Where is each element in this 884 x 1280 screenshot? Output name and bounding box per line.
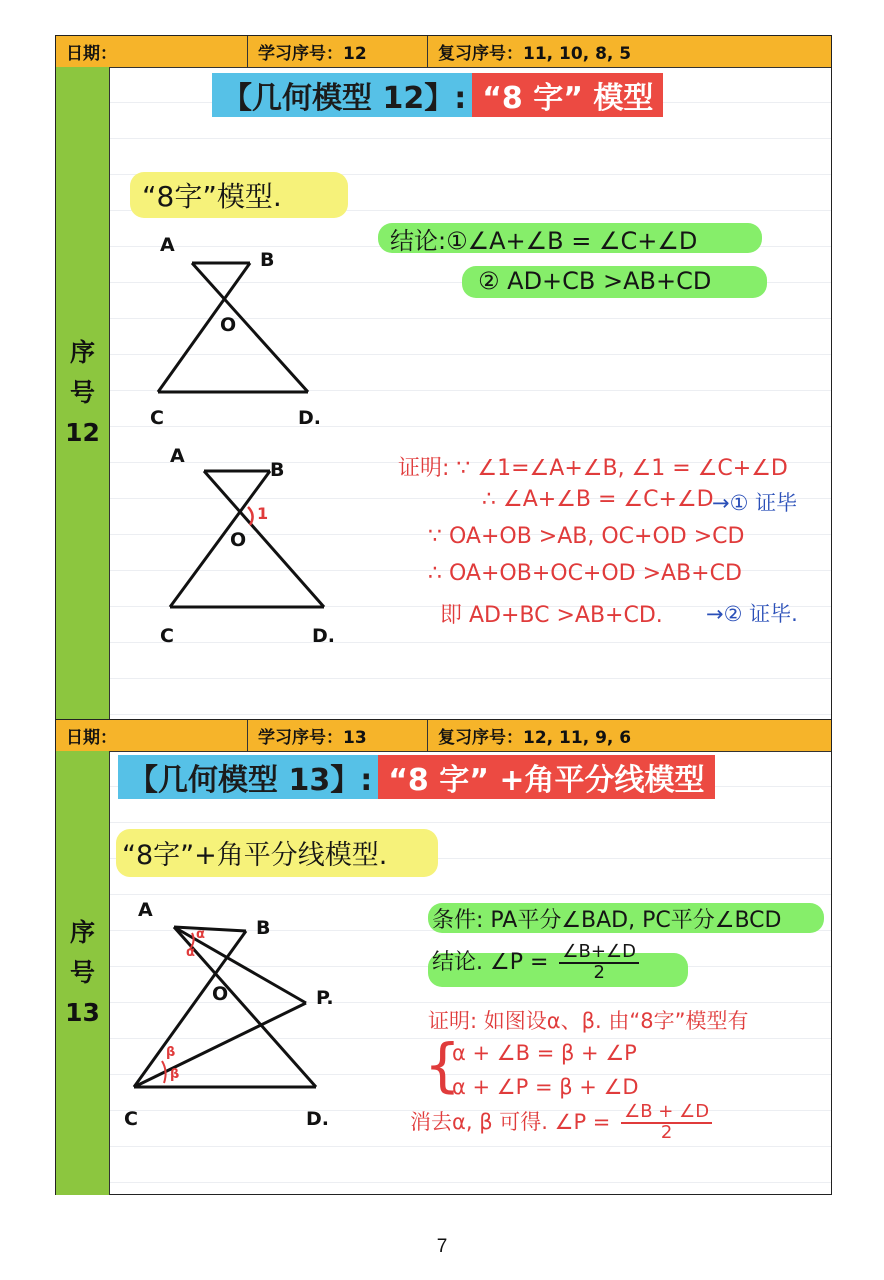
proof-line-3: α + ∠P = β + ∠D [452,1075,639,1099]
review-numbers: 复习序号：11, 10, 8, 5 [438,44,632,64]
figure-8-bisector [110,751,410,1151]
model-title-number: 【几何模型 13】: [118,755,378,799]
point-label-b: B [256,917,271,939]
header-bar [56,720,831,752]
point-label-a: A [138,899,153,921]
study-number: 学习序号：13 [248,720,428,751]
header-bar [56,36,831,68]
side-index [56,751,110,1195]
proof-note-2: →② 证毕. [706,602,798,626]
study-number: 学习序号：12 [248,36,428,67]
point-label-a: A [170,445,185,467]
brace: { [424,1031,461,1099]
figure-8-shape-angle [110,67,410,667]
proof-line-4-prefix: 消去α, β 可得. ∠P = [410,1109,611,1134]
point-label-p: P. [316,987,334,1009]
note-area [110,67,831,719]
handwritten-title: “8字”+角平分线模型. [122,840,388,871]
date-label: 日期： [56,720,248,751]
fraction-denominator: 2 [593,961,605,983]
point-label-b: B [260,249,275,271]
date-label: 日期： [56,36,248,67]
conclusion-prefix: 结论. ∠P = [432,949,549,975]
point-label-a: A [160,234,175,256]
model-title-name: “8 字” 模型 [472,73,663,117]
proof-fraction [621,1103,712,1143]
page-number: 7 [436,1236,448,1257]
note-area [110,751,831,1195]
point-label-o: O [212,983,229,1005]
side-char: 12 [65,418,100,447]
proof-line-2: ∴ ∠A+∠B = ∠C+∠D [482,487,714,512]
proof-note-1: →① 证毕 [712,491,798,515]
proof-line-1: 证明: 如图设α、β. 由“8字”模型有 [428,1009,749,1033]
beta-label: β [166,1045,176,1060]
section-model-12 [56,36,831,719]
handwritten-title: “8字”模型. [142,180,282,213]
conclusion-line-2: ② AD+CB >AB+CD [478,267,712,295]
side-char: 13 [65,998,100,1027]
beta-label: β [170,1067,180,1082]
alpha-label: α [186,945,195,960]
point-label-b: B [270,459,285,481]
section-model-13 [56,719,831,1195]
proof-line-4: ∴ OA+OB+OC+OD >AB+CD [428,561,742,586]
segment-AD [204,471,324,607]
point-label-o: O [230,529,247,551]
side-char: 号 [69,958,95,987]
fraction-numerator: ∠B+∠D [559,943,639,964]
point-label-c: C [124,1108,138,1130]
proof-line-1: 证明: ∵ ∠1=∠A+∠B, ∠1 = ∠C+∠D [398,456,788,481]
fraction-numerator: ∠B + ∠D [621,1103,712,1124]
proof-line-4 [410,1103,712,1143]
fraction-denominator: 2 [660,1121,673,1143]
side-index [56,67,110,719]
point-label-c: C [160,625,174,647]
side-char: 号 [69,378,95,407]
model-title-name: “8 字” +角平分线模型 [378,755,714,799]
conclusion-line [432,943,639,983]
point-label-o: O [220,314,237,336]
condition-line: 条件: PA平分∠BAD, PC平分∠BCD [432,908,782,933]
proof-line-5: 即 AD+BC >AB+CD. [440,603,663,628]
point-label-d: D. [306,1108,329,1130]
conclusion-fraction [559,943,639,983]
proof-line-3: ∵ OA+OB >AB, OC+OD >CD [428,524,745,549]
segment-AB [174,927,246,931]
point-label-d: D. [298,407,321,429]
side-char: 序 [69,918,95,947]
side-char: 序 [69,338,95,367]
angle-label-1: 1 [257,504,269,523]
conclusion-line-1: 结论:①∠A+∠B = ∠C+∠D [390,227,698,255]
model-title-number: 【几何模型 12】: [212,73,472,117]
point-label-d: D. [312,625,335,647]
point-label-c: C [150,407,164,429]
alpha-label: α [196,927,205,942]
proof-line-2: α + ∠B = β + ∠P [452,1041,637,1065]
review-numbers: 复习序号：12, 11, 9, 6 [438,728,632,748]
